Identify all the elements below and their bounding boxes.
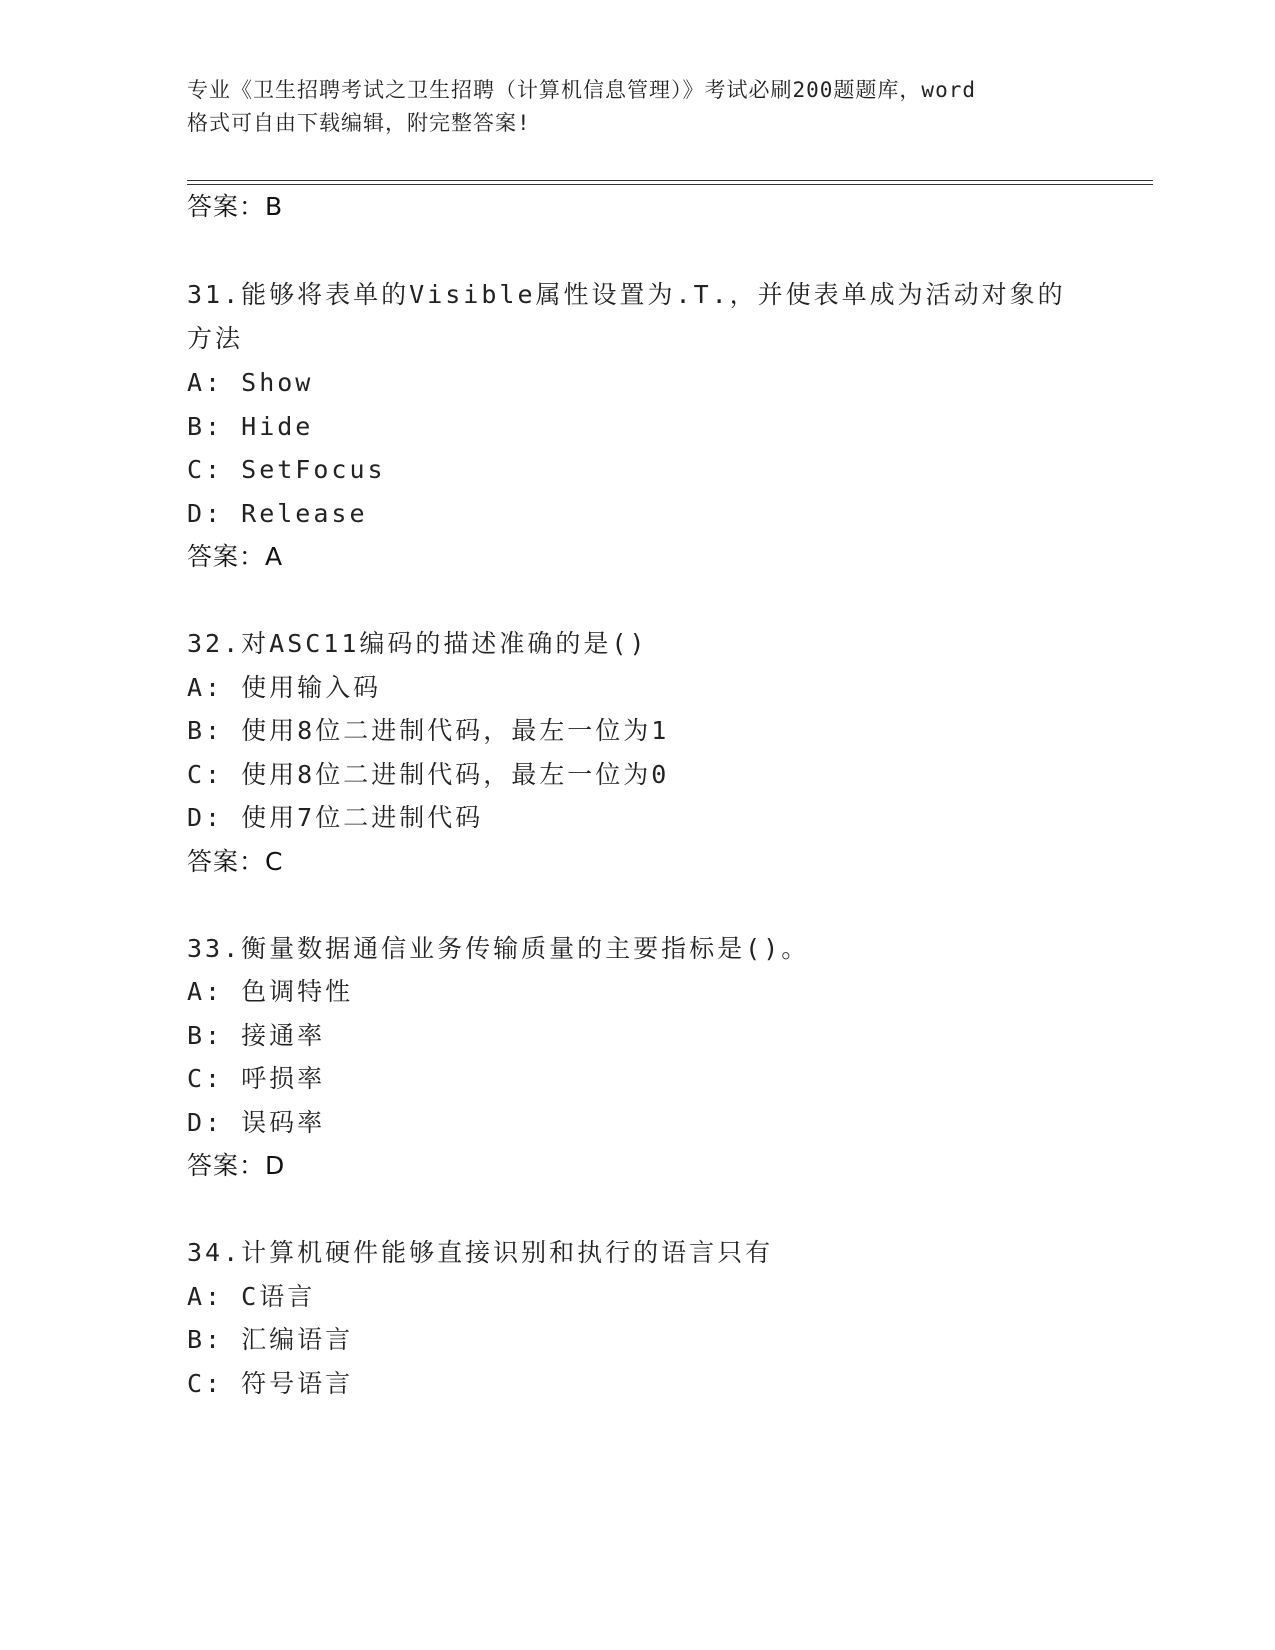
document-header bbox=[187, 74, 1087, 140]
question-34-option-a: A: C语言 bbox=[187, 1282, 316, 1311]
header-rule-top bbox=[187, 180, 1153, 181]
question-33-option-d: D: 误码率 bbox=[187, 1108, 326, 1137]
question-34-stem: 34.计算机硬件能够直接识别和执行的语言只有 bbox=[187, 1238, 774, 1267]
question-31-option-d: D: Release bbox=[187, 499, 368, 528]
question-32-option-d: D: 使用7位二进制代码 bbox=[187, 803, 484, 832]
question-31-answer: 答案：A bbox=[187, 542, 284, 571]
question-32-option-a: A: 使用输入码 bbox=[187, 673, 382, 702]
answer-previous: 答案：B bbox=[187, 192, 284, 221]
question-33-answer: 答案：D bbox=[187, 1151, 286, 1180]
question-34-option-b: B: 汇编语言 bbox=[187, 1325, 354, 1354]
question-33-option-b: B: 接通率 bbox=[187, 1021, 326, 1050]
question-32-option-b: B: 使用8位二进制代码，最左一位为1 bbox=[187, 716, 670, 745]
question-32-answer: 答案：C bbox=[187, 847, 284, 876]
question-33-option-c: C: 呼损率 bbox=[187, 1064, 326, 1093]
question-31-option-b: B: Hide bbox=[187, 412, 314, 441]
question-34-option-c: C: 符号语言 bbox=[187, 1369, 354, 1398]
question-31-stem-line1: 31.能够将表单的Visible属性设置为.T.，并使表单成为活动对象的 bbox=[187, 280, 1066, 309]
question-33-stem: 33.衡量数据通信业务传输质量的主要指标是()。 bbox=[187, 934, 810, 963]
question-32-stem: 32.对ASC11编码的描述准确的是() bbox=[187, 629, 648, 658]
question-31-stem-line2: 方法 bbox=[187, 324, 244, 353]
question-31-option-c: C: SetFocus bbox=[187, 455, 386, 484]
question-31-option-a: A: Show bbox=[187, 368, 314, 397]
header-line-1: 专业《卫生招聘考试之卫生招聘（计算机信息管理）》考试必刷200题题库，word bbox=[187, 78, 976, 102]
header-rule-bottom bbox=[187, 184, 1153, 185]
header-line-2: 格式可自由下载编辑，附完整答案! bbox=[187, 111, 531, 135]
question-32-option-c: C: 使用8位二进制代码，最左一位为0 bbox=[187, 760, 670, 789]
question-33-option-a: A: 色调特性 bbox=[187, 977, 354, 1006]
